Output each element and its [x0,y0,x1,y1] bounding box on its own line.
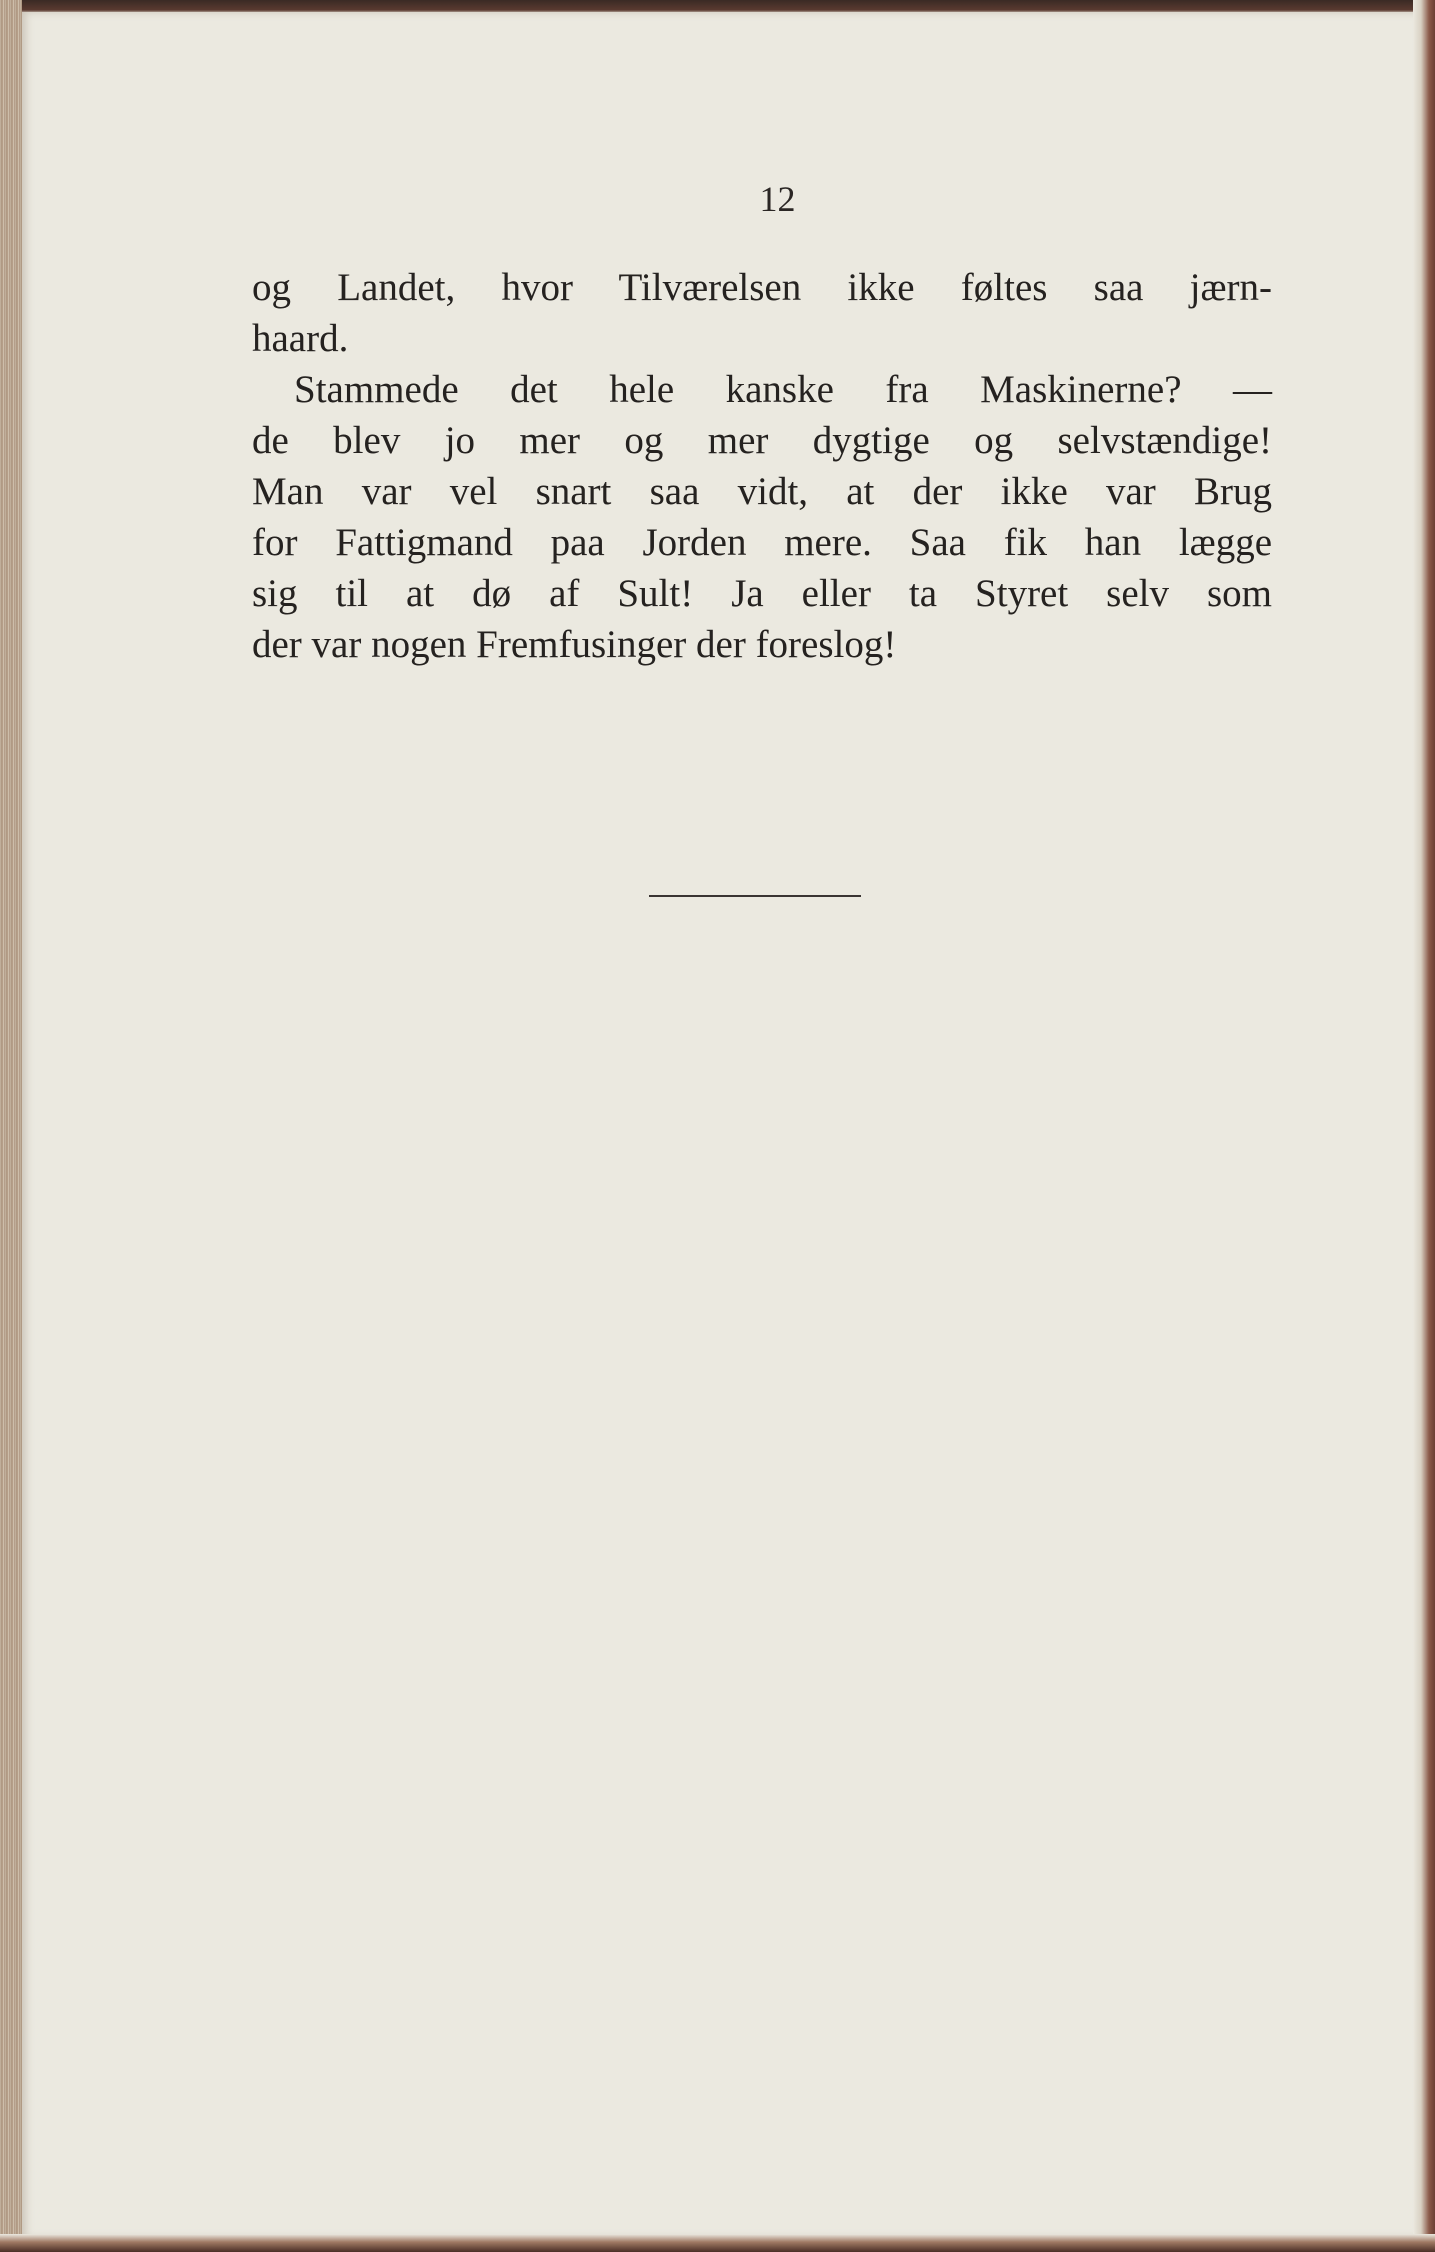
text-line-5: Man var vel snart saa vidt, at der ikke var Brug [252,470,1272,513]
page-right-edge [1413,0,1435,2252]
body-text [252,262,1272,670]
text-line-1: og Landet, hvor Tilværelsen ikke føltes saa jærn- [252,266,1272,309]
text-line-8: der var nogen Fremfusinger der foreslog! [252,623,897,666]
text-line-7: sig til at dø af Sult! Ja eller ta Styret selv som [252,572,1272,615]
page-bottom-edge [0,2234,1435,2252]
text-line-6: for Fattigmand paa Jorden mere. Saa fik han lægge [252,521,1272,564]
text-line-2: haard. [252,317,349,360]
text-line-4: de blev jo mer og mer dygtige og selvstændige! [252,419,1272,462]
text-line-3: Stammede det hele kanske fra Maskinerne? — [294,368,1272,411]
book-spine-edge [0,0,22,2252]
page-number: 12 [759,179,796,219]
section-end-rule [649,895,861,897]
